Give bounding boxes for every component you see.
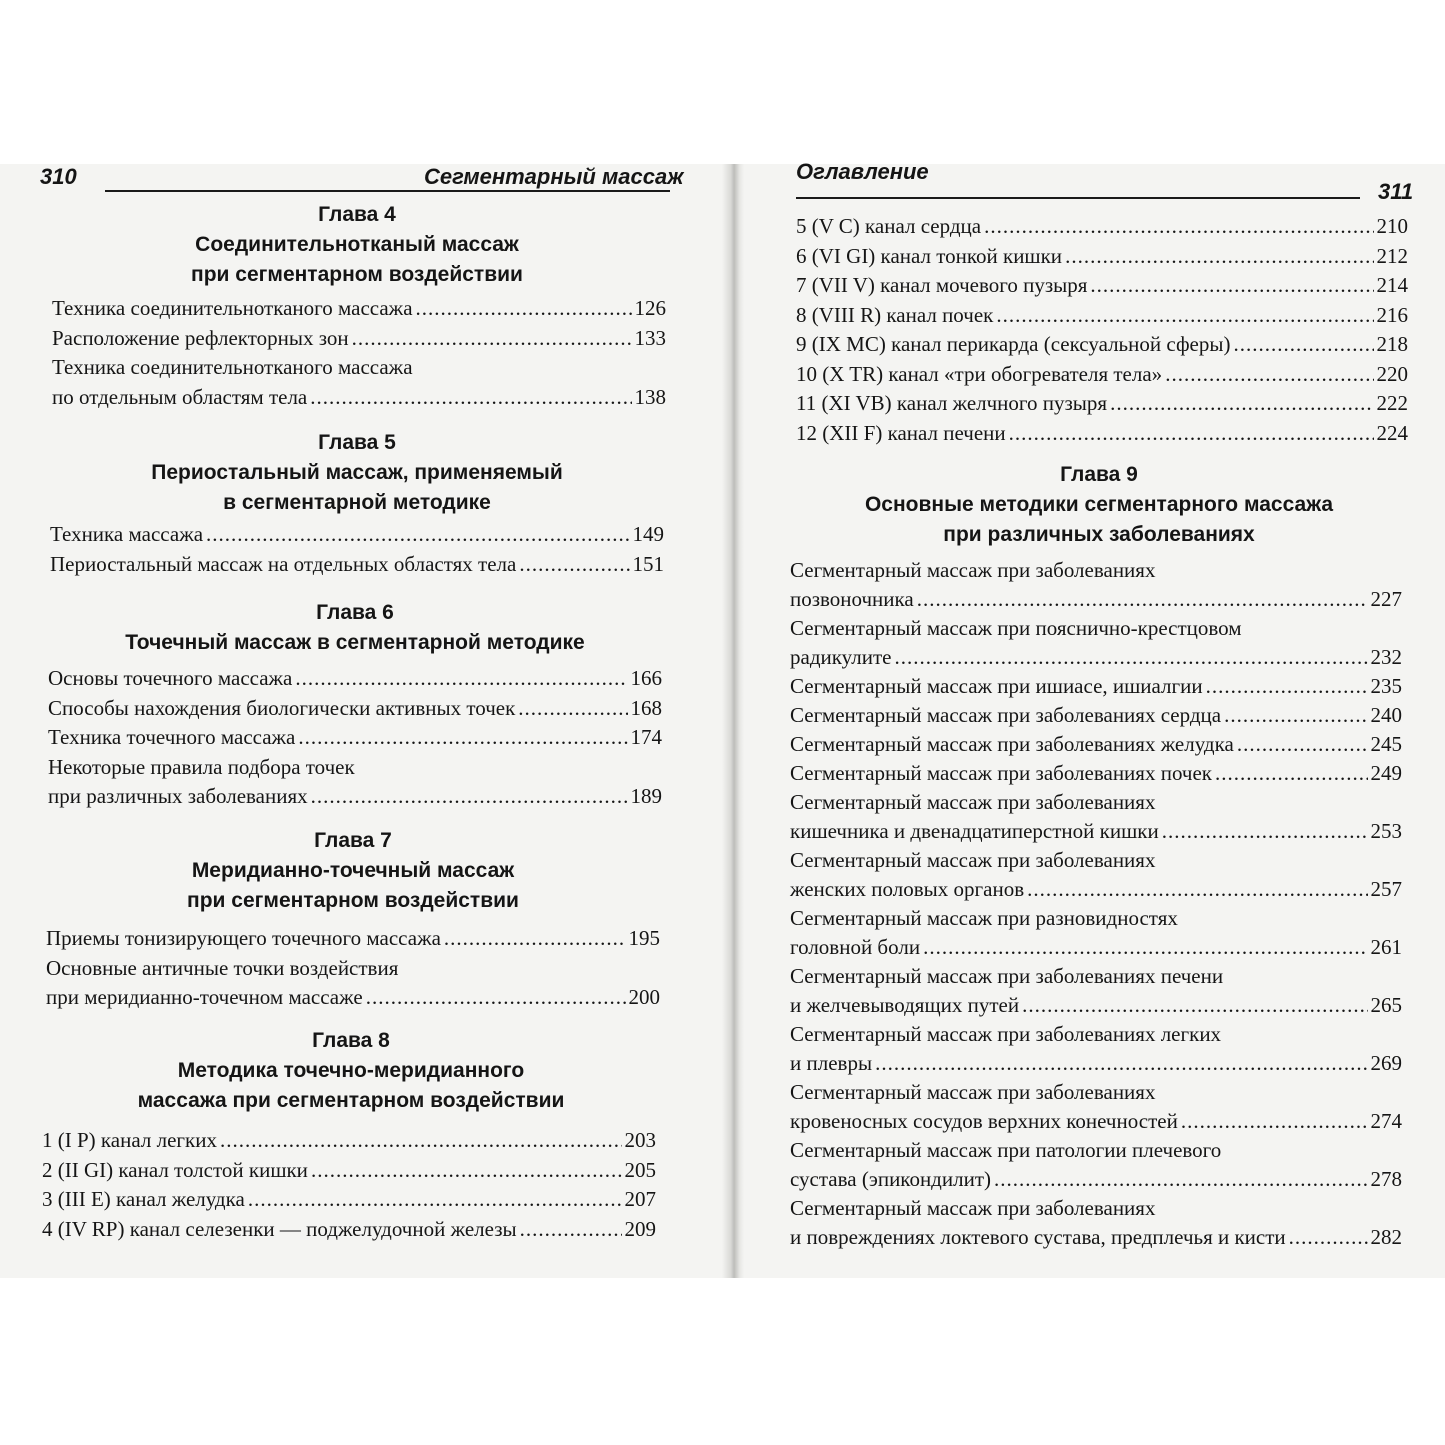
toc-page-number: 278 — [1370, 1167, 1402, 1191]
chapter-title-line: массажа при сегментарном воздействии — [137, 1089, 565, 1112]
toc-entry-multiline[interactable] — [790, 904, 1402, 962]
toc-page-number: 224 — [1376, 420, 1408, 445]
toc-dot-leader — [248, 1185, 622, 1215]
toc-entry-title: Сегментарный массаж при заболеваниях сердца — [790, 703, 1222, 727]
toc-entry-first-line: Техника соединительнотканого массажа — [52, 355, 413, 379]
toc-entry-first-line: Сегментарный массаж при заболеваниях — [790, 848, 1156, 872]
toc-entry-title: 9 (IX MC) канал перикарда (сексуальной сферы) — [796, 332, 1231, 356]
toc-entry-title: кишечника и двенадцатиперстной кишки — [790, 819, 1159, 843]
toc-dot-leader — [1215, 759, 1368, 788]
toc-entry-title: 5 (V C) канал сердца — [796, 214, 982, 238]
chapter-number: Глава 8 — [312, 1029, 390, 1052]
toc-dot-leader — [416, 294, 632, 324]
toc-entry-title: Техника соединительнотканого массажа — [52, 296, 413, 320]
chapter-8-continued-entries — [796, 212, 1408, 448]
toc-entry[interactable] — [790, 672, 1402, 701]
toc-page-number: 269 — [1370, 1051, 1402, 1075]
chapter-title-line: в сегментарной методике — [223, 491, 491, 514]
toc-entry-title: радикулите — [790, 645, 892, 669]
toc-dot-leader — [311, 1156, 622, 1186]
chapter-title-line: Меридианно-точечный массаж — [191, 859, 515, 882]
toc-dot-leader — [996, 301, 1373, 331]
toc-page-number: 138 — [634, 384, 666, 409]
chapter-title-line: Основные методики сегментарного массажа — [864, 493, 1334, 516]
toc-entry[interactable] — [48, 723, 662, 753]
chapter-title-line: при сегментарном воздействии — [187, 889, 519, 912]
toc-dot-leader — [923, 933, 1367, 962]
toc-entry-multiline[interactable] — [52, 353, 666, 412]
toc-entry-multiline[interactable] — [790, 962, 1402, 1020]
toc-page-number: 227 — [1370, 587, 1402, 611]
toc-dot-leader — [206, 520, 629, 550]
toc-page-number: 168 — [630, 695, 662, 720]
toc-entry-title: при различных заболеваниях — [48, 784, 308, 808]
toc-entry-title: позвоночника — [790, 587, 914, 611]
chapter-number: Глава 5 — [318, 431, 396, 454]
toc-page-number: 261 — [1370, 935, 1402, 959]
chapter-8-heading — [46, 1026, 656, 1116]
toc-entry[interactable] — [42, 1156, 656, 1186]
left-page — [0, 164, 722, 1278]
toc-entry-first-line: Сегментарный массаж при пояснично-крестцовом — [790, 616, 1242, 640]
chapter-5-heading — [52, 428, 662, 518]
toc-entry[interactable] — [790, 701, 1402, 730]
toc-entry[interactable] — [796, 330, 1408, 360]
chapter-title-line: при различных заболеваниях — [943, 523, 1255, 546]
toc-page-number: 265 — [1370, 993, 1402, 1017]
toc-entry-title: Расположение рефлекторных зон — [52, 325, 349, 350]
toc-entry[interactable] — [42, 1126, 656, 1156]
toc-entry[interactable] — [48, 694, 662, 724]
chapter-4-heading — [52, 200, 662, 290]
chapter-9-entries — [790, 556, 1402, 1252]
toc-entry-title: 3 (III E) канал желудка — [42, 1187, 245, 1211]
toc-dot-leader — [1090, 271, 1373, 301]
toc-entry-title: сустава (эпикондилит) — [790, 1167, 991, 1191]
toc-entry-multiline[interactable] — [790, 1020, 1402, 1078]
book-gutter — [722, 164, 744, 1278]
toc-entry[interactable] — [796, 419, 1408, 449]
toc-page-number: 207 — [624, 1187, 656, 1211]
toc-page-number: 249 — [1370, 761, 1402, 785]
toc-entry[interactable] — [796, 389, 1408, 419]
toc-page-number: 133 — [634, 325, 666, 350]
toc-dot-leader — [295, 664, 627, 694]
book-spread — [0, 159, 1445, 1278]
toc-entry[interactable] — [796, 301, 1408, 331]
right-running-head: Оглавление — [796, 159, 929, 184]
toc-dot-leader — [519, 550, 629, 580]
chapter-5-entries — [50, 520, 664, 579]
toc-page-number: 218 — [1376, 332, 1408, 356]
toc-entry[interactable] — [50, 520, 664, 550]
toc-entry-title: Способы нахождения биологически активных точек — [48, 695, 516, 720]
toc-dot-leader — [1009, 419, 1374, 449]
chapter-title-line: Периостальный массаж, применяемый — [151, 461, 563, 484]
toc-dot-leader — [1110, 389, 1373, 419]
toc-entry[interactable] — [796, 242, 1408, 272]
toc-dot-leader — [444, 924, 626, 954]
toc-page-number: 203 — [624, 1128, 656, 1152]
toc-page-number: 166 — [630, 666, 662, 690]
toc-entry-title: 8 (VIII R) канал почек — [796, 302, 994, 327]
chapter-6-entries — [48, 664, 662, 812]
toc-page-number: 220 — [1376, 361, 1408, 386]
toc-entry-title: кровеносных сосудов верхних конечностей — [790, 1109, 1178, 1133]
toc-entry-first-line: Сегментарный массаж при заболеваниях — [790, 790, 1156, 814]
toc-page-number: 151 — [632, 551, 664, 576]
toc-dot-leader — [1237, 730, 1368, 759]
chapter-title-line: Точечный массаж в сегментарной методике — [125, 631, 585, 654]
toc-entry-multiline[interactable] — [790, 556, 1402, 614]
toc-dot-leader — [366, 983, 626, 1013]
toc-entry-title: Сегментарный массаж при заболеваниях желудка — [790, 732, 1234, 756]
toc-entry-title: Периостальный массаж на отдельных областях тела — [50, 551, 517, 576]
toc-entry[interactable] — [796, 360, 1408, 390]
toc-entry[interactable] — [46, 924, 660, 954]
toc-page-number: 257 — [1370, 877, 1402, 901]
toc-entry[interactable] — [796, 212, 1408, 242]
toc-entry-title: Сегментарный массаж при ишиасе, ишиалгии — [790, 674, 1203, 698]
toc-page-number: 253 — [1370, 819, 1402, 843]
toc-entry[interactable] — [52, 294, 666, 324]
toc-entry-multiline[interactable] — [790, 1194, 1402, 1252]
toc-dot-leader — [1162, 817, 1368, 846]
toc-entry-multiline[interactable] — [790, 788, 1402, 846]
chapter-number: Глава 4 — [318, 203, 396, 226]
toc-entry-title: и повреждениях локтевого сустава, предплечья и кисти — [790, 1225, 1286, 1249]
toc-dot-leader — [1206, 672, 1368, 701]
toc-dot-leader — [520, 1215, 622, 1245]
toc-dot-leader — [994, 1165, 1368, 1194]
toc-dot-leader — [894, 643, 1367, 672]
toc-page-number: 209 — [624, 1216, 656, 1241]
toc-entry-first-line: Сегментарный массаж при разновидностях — [790, 906, 1178, 930]
toc-page-number: 222 — [1376, 391, 1408, 415]
toc-entry-first-line: Некоторые правила подбора точек — [48, 754, 355, 779]
left-page-number: 310 — [40, 164, 77, 189]
chapter-title-line: Соединительнотканый массаж — [195, 233, 519, 256]
chapter-8-entries — [42, 1126, 656, 1244]
chapter-7-heading — [48, 826, 658, 916]
right-page-number: 311 — [1378, 179, 1414, 204]
toc-entry-title: Приемы тонизирующего точечного массажа — [46, 926, 441, 950]
chapter-6-heading — [50, 598, 660, 658]
toc-dot-leader — [984, 212, 1373, 242]
toc-entry-title: при меридианно-точечном массаже — [46, 985, 363, 1009]
toc-page-number: 189 — [630, 784, 662, 808]
chapter-4-entries — [52, 294, 666, 412]
toc-entry-multiline[interactable] — [790, 1078, 1402, 1136]
toc-entry-first-line: Сегментарный массаж при заболеваниях — [790, 558, 1156, 582]
toc-entry-multiline[interactable] — [790, 614, 1402, 672]
toc-dot-leader — [1224, 701, 1367, 730]
toc-entry-multiline[interactable] — [790, 846, 1402, 904]
toc-page-number: 235 — [1370, 674, 1402, 698]
toc-page-number: 210 — [1376, 214, 1408, 238]
toc-page-number: 274 — [1370, 1109, 1402, 1133]
toc-dot-leader — [1289, 1223, 1368, 1252]
toc-page-number: 174 — [630, 725, 662, 749]
toc-entry-title: по отдельным областям тела — [52, 384, 308, 409]
toc-dot-leader — [1181, 1107, 1368, 1136]
right-header-rule — [796, 197, 1360, 199]
chapter-number: Глава 7 — [314, 829, 392, 852]
toc-entry-multiline[interactable] — [790, 1136, 1402, 1194]
toc-entry-title: 6 (VI GI) канал тонкой кишки — [796, 243, 1063, 268]
toc-entry[interactable] — [796, 271, 1408, 301]
toc-dot-leader — [311, 782, 628, 812]
toc-entry[interactable] — [790, 730, 1402, 759]
toc-entry-title: женских половых органов — [790, 877, 1025, 901]
left-running-head: Сегментарный массаж — [424, 164, 684, 189]
toc-entry-title: и желчевыводящих путей — [790, 993, 1020, 1017]
toc-entry-first-line: Сегментарный массаж при заболеваниях легких — [790, 1022, 1222, 1046]
toc-entry-first-line: Сегментарный массаж при заболеваниях — [790, 1196, 1156, 1220]
toc-entry[interactable] — [48, 664, 662, 694]
toc-page-number: 149 — [632, 522, 664, 546]
toc-entry[interactable] — [790, 759, 1402, 788]
toc-dot-leader — [298, 723, 627, 753]
toc-entry-title: Техника точечного массажа — [48, 725, 296, 749]
toc-dot-leader — [1027, 875, 1367, 904]
toc-dot-leader — [875, 1049, 1367, 1078]
toc-entry-first-line: Сегментарный массаж при заболеваниях печени — [790, 964, 1224, 988]
toc-page-number: 126 — [634, 296, 666, 320]
toc-entry[interactable] — [52, 324, 666, 354]
toc-dot-leader — [1022, 991, 1367, 1020]
toc-dot-leader — [1233, 330, 1373, 360]
toc-page-number: 205 — [624, 1157, 656, 1182]
toc-page-number: 214 — [1376, 273, 1408, 297]
right-page — [744, 159, 1445, 1278]
toc-entry[interactable] — [50, 550, 664, 580]
toc-page-number: 200 — [628, 985, 660, 1009]
toc-dot-leader — [310, 383, 631, 413]
toc-entry-title: 4 (IV RP) канал селезенки — поджелудочной железы — [42, 1216, 517, 1241]
toc-entry-title: 2 (II GI) канал толстой кишки — [42, 1157, 308, 1182]
toc-page-number: 212 — [1376, 243, 1408, 268]
toc-entry[interactable] — [42, 1185, 656, 1215]
toc-entry-title: 7 (VII V) канал мочевого пузыря — [796, 273, 1088, 297]
toc-entry-first-line: Основные античные точки воздействия — [46, 955, 399, 980]
chapter-7-entries — [46, 924, 660, 1013]
toc-entry-title: и плевры — [790, 1051, 873, 1075]
toc-dot-leader — [518, 694, 627, 724]
toc-page-number: 245 — [1370, 732, 1402, 756]
toc-entry[interactable] — [42, 1215, 656, 1245]
toc-entry-multiline[interactable] — [48, 753, 662, 812]
toc-dot-leader — [917, 585, 1368, 614]
toc-page-number: 232 — [1370, 645, 1402, 669]
toc-dot-leader — [220, 1126, 622, 1156]
toc-page-number: 240 — [1370, 703, 1402, 727]
toc-page-number: 282 — [1370, 1225, 1402, 1249]
toc-entry-title: 10 (X TR) канал «три обогревателя тела» — [796, 361, 1163, 386]
chapter-title-line: Методика точечно-меридианного — [177, 1059, 525, 1082]
toc-dot-leader — [1065, 242, 1373, 272]
toc-entry-multiline[interactable] — [46, 954, 660, 1013]
toc-entry-title: 12 (XII F) канал печени — [796, 420, 1006, 445]
toc-entry-title: головной боли — [790, 935, 921, 959]
toc-page-number: 195 — [628, 926, 660, 950]
toc-dot-leader — [1165, 360, 1373, 390]
chapter-9-heading — [794, 460, 1404, 550]
toc-entry-first-line: Сегментарный массаж при патологии плечевого — [790, 1138, 1222, 1162]
toc-entry-title: 11 (XI VB) канал желчного пузыря — [796, 391, 1108, 415]
chapter-number: Глава 6 — [316, 601, 394, 624]
chapter-title-line: при сегментарном воздействии — [191, 263, 523, 286]
left-header-rule — [105, 190, 670, 192]
chapter-number: Глава 9 — [1060, 463, 1138, 486]
toc-dot-leader — [352, 324, 632, 354]
toc-entry-title: 1 (I P) канал легких — [42, 1128, 217, 1152]
toc-page-number: 216 — [1376, 302, 1408, 327]
toc-entry-first-line: Сегментарный массаж при заболеваниях — [790, 1080, 1156, 1104]
toc-entry-title: Основы точечного массажа — [48, 666, 293, 690]
toc-entry-title: Сегментарный массаж при заболеваниях почек — [790, 761, 1212, 785]
toc-entry-title: Техника массажа — [50, 522, 204, 546]
